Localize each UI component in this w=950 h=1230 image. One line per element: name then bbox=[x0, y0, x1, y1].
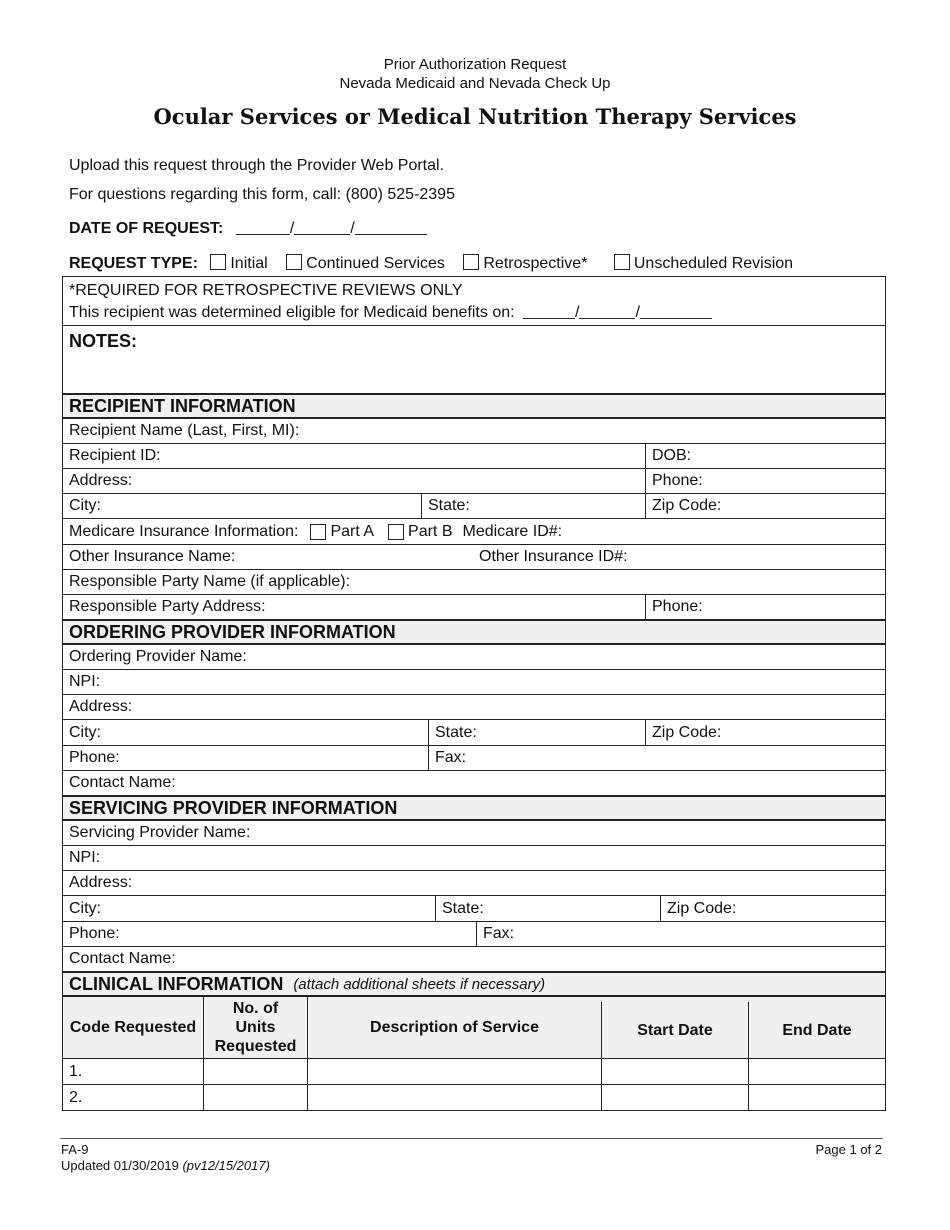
row-1-description[interactable] bbox=[307, 1059, 601, 1084]
other-insurance-name-field[interactable] bbox=[63, 545, 473, 569]
part-b-label: Part B bbox=[408, 522, 453, 540]
initial-label: Initial bbox=[230, 255, 268, 272]
footer-form-id: FA-9 bbox=[61, 1142, 89, 1157]
responsible-party-address-label: Responsible Party Address: bbox=[69, 598, 266, 615]
retrospective-label: Retrospective* bbox=[483, 255, 588, 272]
retrospective-checkbox[interactable] bbox=[463, 254, 479, 270]
row-2-units[interactable] bbox=[203, 1085, 307, 1110]
header-line-2: Nevada Medicaid and Nevada Check Up bbox=[339, 75, 611, 92]
col-code-requested: Code Requested bbox=[69, 1019, 197, 1036]
unscheduled-revision-label: Unscheduled Revision bbox=[633, 255, 794, 272]
request-type-row bbox=[69, 254, 793, 273]
ordering-zip-label: Zip Code: bbox=[652, 723, 722, 741]
eligibility-day-field[interactable] bbox=[579, 304, 635, 319]
recipient-state-label: State: bbox=[428, 497, 470, 514]
servicing-zip-label: Zip Code: bbox=[667, 899, 737, 917]
servicing-name-label: Servicing Provider Name: bbox=[69, 824, 251, 841]
responsible-party-name-row[interactable] bbox=[63, 570, 885, 595]
servicing-contact-label: Contact Name: bbox=[69, 950, 176, 967]
date-day-field[interactable] bbox=[294, 220, 350, 235]
row-2-end-date[interactable] bbox=[748, 1085, 885, 1110]
clinical-row bbox=[63, 1059, 885, 1085]
recipient-id-field[interactable] bbox=[63, 444, 645, 468]
row-2-code[interactable] bbox=[63, 1085, 203, 1110]
recipient-address-field[interactable] bbox=[63, 469, 645, 493]
responsible-party-phone-field[interactable] bbox=[645, 595, 885, 619]
recipient-state-field[interactable] bbox=[421, 494, 645, 518]
retro-eligibility-row bbox=[69, 304, 712, 322]
medicare-row bbox=[63, 519, 885, 545]
notes-label: NOTES: bbox=[69, 331, 138, 351]
initial-checkbox[interactable] bbox=[210, 254, 226, 270]
ordering-address-row[interactable] bbox=[63, 695, 885, 720]
servicing-phone-row bbox=[63, 922, 885, 947]
servicing-address-label: Address: bbox=[69, 874, 133, 891]
date-sep: / bbox=[289, 220, 295, 237]
other-insurance-id-label: Other Insurance ID#: bbox=[479, 548, 628, 565]
upload-instruction: Upload this request through the Provider Web Portal. bbox=[69, 157, 445, 174]
recipient-zip-field[interactable] bbox=[645, 494, 885, 518]
part-b-checkbox[interactable] bbox=[388, 524, 404, 540]
servicing-state-label: State: bbox=[442, 899, 484, 917]
servicing-section-header bbox=[63, 796, 885, 821]
ordering-address-label: Address: bbox=[69, 698, 133, 715]
servicing-fax-label: Fax: bbox=[483, 925, 515, 942]
responsible-party-phone-label: Phone: bbox=[652, 598, 703, 615]
row-1-end-date[interactable] bbox=[748, 1059, 885, 1084]
other-insurance-name-label: Other Insurance Name: bbox=[69, 548, 236, 565]
ordering-fax-label: Fax: bbox=[435, 749, 467, 766]
date-of-request-row bbox=[69, 220, 427, 238]
ordering-city-label: City: bbox=[69, 723, 101, 741]
retro-block bbox=[63, 277, 885, 326]
col-start-date: Start Date bbox=[601, 1002, 748, 1058]
ordering-npi-label: NPI: bbox=[69, 673, 101, 690]
continued-services-label: Continued Services bbox=[306, 255, 445, 272]
responsible-party-name-label: Responsible Party Name (if applicable): bbox=[69, 573, 351, 590]
ordering-zip-field[interactable] bbox=[645, 720, 885, 745]
clinical-note: (attach additional sheets if necessary) bbox=[293, 975, 546, 993]
ordering-state-label: State: bbox=[435, 723, 477, 741]
ordering-phone-label: Phone: bbox=[69, 749, 120, 766]
footer-updated: Updated 01/30/2019 bbox=[61, 1158, 179, 1173]
date-sep: / bbox=[350, 220, 355, 237]
recipient-id-label: Recipient ID: bbox=[69, 447, 161, 464]
eligibility-year-field[interactable] bbox=[640, 304, 712, 319]
recipient-section-header bbox=[63, 395, 885, 419]
recipient-address-row bbox=[63, 469, 885, 494]
recipient-name-label: Recipient Name (Last, First, MI): bbox=[69, 422, 300, 439]
servicing-phone-label: Phone: bbox=[69, 925, 120, 942]
responsible-party-address-row bbox=[63, 595, 885, 620]
continued-services-checkbox[interactable] bbox=[286, 254, 302, 270]
date-sep: / bbox=[635, 304, 640, 321]
retro-eligibility-label: This recipient was determined eligible for Medicaid benefits on: bbox=[69, 304, 515, 321]
recipient-city-label: City: bbox=[69, 497, 101, 514]
servicing-city-row bbox=[63, 896, 885, 922]
servicing-npi-row[interactable] bbox=[63, 846, 885, 871]
notes-field[interactable] bbox=[63, 326, 885, 395]
ordering-state-field[interactable] bbox=[428, 720, 645, 745]
col-units-requested: No. of Units Requested bbox=[203, 997, 307, 1058]
header-line-1: Prior Authorization Request bbox=[383, 56, 567, 73]
request-type-label: REQUEST TYPE: bbox=[69, 255, 198, 272]
servicing-phone-field[interactable] bbox=[63, 922, 476, 946]
ordering-phone-field[interactable] bbox=[63, 746, 428, 770]
date-of-request-label: DATE OF REQUEST: bbox=[69, 220, 224, 237]
row-number: 1. bbox=[69, 1062, 83, 1080]
col-end-date: End Date bbox=[748, 1002, 885, 1058]
ordering-npi-row[interactable] bbox=[63, 670, 885, 695]
servicing-name-row[interactable] bbox=[63, 821, 885, 846]
other-insurance-row bbox=[63, 545, 885, 570]
recipient-phone-label: Phone: bbox=[652, 472, 703, 489]
recipient-name-row[interactable] bbox=[63, 419, 885, 444]
row-number: 2. bbox=[69, 1088, 83, 1106]
row-1-code[interactable] bbox=[63, 1059, 203, 1084]
ordering-name-label: Ordering Provider Name: bbox=[69, 648, 247, 665]
ordering-fax-field[interactable] bbox=[428, 746, 885, 770]
other-insurance-id-field[interactable] bbox=[473, 545, 885, 569]
servicing-address-row[interactable] bbox=[63, 871, 885, 896]
clinical-heading: CLINICAL INFORMATION bbox=[69, 973, 284, 994]
eligibility-month-field[interactable] bbox=[523, 304, 575, 319]
questions-phone: For questions regarding this form, call: (800) 525-2395 bbox=[69, 186, 455, 203]
servicing-zip-field[interactable] bbox=[660, 896, 885, 921]
servicing-contact-row[interactable] bbox=[63, 947, 885, 972]
ordering-city-field[interactable] bbox=[63, 720, 428, 745]
form-title: Ocular Services or Medical Nutrition Therapy Services bbox=[153, 104, 797, 129]
part-a-label: Part A bbox=[330, 522, 375, 540]
servicing-city-field[interactable] bbox=[63, 896, 435, 921]
ordering-contact-row[interactable] bbox=[63, 771, 885, 796]
recipient-zip-label: Zip Code: bbox=[652, 497, 722, 514]
dob-field[interactable] bbox=[645, 444, 885, 468]
ordering-heading: ORDERING PROVIDER INFORMATION bbox=[69, 621, 396, 642]
unscheduled-revision-checkbox[interactable] bbox=[614, 254, 630, 270]
servicing-city-label: City: bbox=[69, 899, 101, 917]
date-month-field[interactable] bbox=[236, 220, 290, 235]
ordering-contact-label: Contact Name: bbox=[69, 774, 176, 791]
recipient-phone-field[interactable] bbox=[645, 469, 885, 493]
recipient-heading: RECIPIENT INFORMATION bbox=[69, 395, 296, 416]
recipient-city-row bbox=[63, 494, 885, 519]
clinical-table-header bbox=[63, 997, 885, 1059]
row-2-description[interactable] bbox=[307, 1085, 601, 1110]
recipient-address-label: Address: bbox=[69, 472, 133, 489]
footer-updated-row bbox=[61, 1158, 270, 1173]
row-2-start-date[interactable] bbox=[601, 1085, 748, 1110]
col-description: Description of Service bbox=[307, 997, 601, 1058]
medicare-label: Medicare Insurance Information: bbox=[69, 522, 299, 540]
servicing-heading: SERVICING PROVIDER INFORMATION bbox=[69, 797, 398, 818]
servicing-fax-field[interactable] bbox=[476, 922, 885, 946]
ordering-name-row[interactable] bbox=[63, 645, 885, 670]
responsible-party-address-field[interactable] bbox=[63, 595, 645, 619]
servicing-npi-label: NPI: bbox=[69, 849, 101, 866]
ordering-section-header bbox=[63, 620, 885, 645]
date-year-field[interactable] bbox=[355, 220, 427, 235]
clinical-section-header bbox=[63, 972, 885, 997]
medicare-id-label: Medicare ID#: bbox=[462, 522, 563, 540]
part-a-checkbox[interactable] bbox=[310, 524, 326, 540]
retro-required-note: *REQUIRED FOR RETROSPECTIVE REVIEWS ONLY bbox=[69, 282, 463, 299]
dob-label: DOB: bbox=[652, 447, 692, 464]
ordering-phone-row bbox=[63, 746, 885, 771]
footer-page-number: Page 1 of 2 bbox=[815, 1142, 882, 1157]
row-1-start-date[interactable] bbox=[601, 1059, 748, 1084]
row-1-units[interactable] bbox=[203, 1059, 307, 1084]
footer-divider bbox=[60, 1138, 883, 1139]
servicing-state-field[interactable] bbox=[435, 896, 660, 921]
recipient-id-row bbox=[63, 444, 885, 469]
date-sep: / bbox=[575, 304, 580, 321]
clinical-row bbox=[63, 1085, 885, 1110]
recipient-city-field[interactable] bbox=[63, 494, 421, 518]
form-table bbox=[62, 276, 886, 1111]
footer-prev-version: (pv12/15/2017) bbox=[182, 1158, 270, 1173]
ordering-city-row bbox=[63, 720, 885, 746]
